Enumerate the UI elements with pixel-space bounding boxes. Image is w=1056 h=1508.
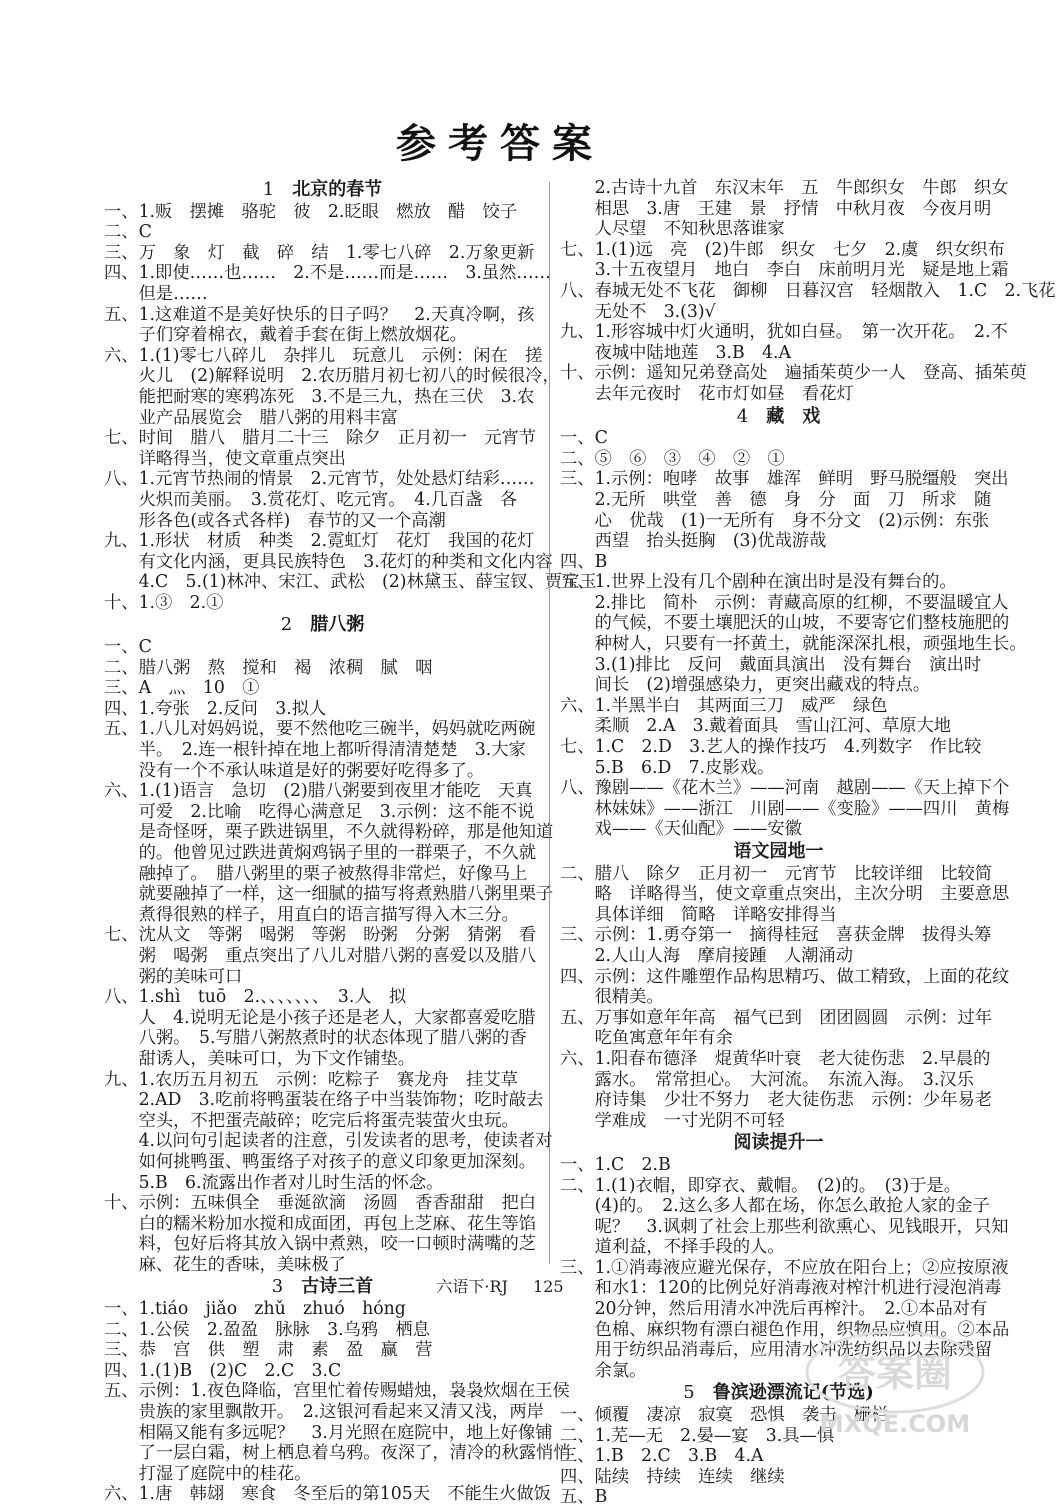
answer-line: 形各色(或各式各样) 春节的又一个高潮 [104,510,446,531]
answer-line: 二、⑤ ⑥ ③ ④ ② ① [560,448,785,469]
answer-line: 吃鱼寓意年年有余 [560,1028,733,1049]
answer-line: 5.B 6.流露出作者对儿时生活的怀念。 [104,1172,444,1193]
answer-line: 露水。 常常担心。 大河流。 东流入海。 3.汉乐 [560,1069,974,1090]
answer-line: 二、腊八 除夕 正月初一 元宵节 比较详细 比较简 [560,863,993,884]
answer-line: (4)的。 2.这么多人都在场，你怎么敢抢人家的金子 [560,1196,990,1217]
answer-line: 呢？ 3.讽刺了社会上那些利欲熏心、见钱眼开，只知 [560,1216,1009,1237]
answer-line: 白的糯米粉加水搅和成面团，再包上芝麻、花生等馅 [104,1213,537,1234]
answer-line: 三、1.示例：咆哮 故事 雄浑 鲜明 野马脱缰般 突出 [560,469,1009,490]
answer-line: 去年元夜时 花市灯如昼 看花灯 [560,383,854,404]
answer-line: 五、1.这难道不是美好快乐的日子吗？ 2.天真冷啊，孩 [104,304,535,325]
answer-line: 八、豫剧——《花木兰》——河南 越剧——《天上掉下个 [560,778,1010,799]
answer-line: 八、1.元宵节热闹的情景 2.元宵节，处处悬灯结彩…… [104,469,535,490]
answer-line: 五、万事如意年年高 福气已到 团团圆圆 示例：过年 [560,1007,993,1028]
answer-line: 贵族的家里飘散开。 2.这银河看起来又清又浅，两岸 [104,1402,544,1423]
answer-line: 间长 (2)增强感染力，更突出藏戏的特点。 [560,675,931,696]
answer-line: 九、1.农历五月初五 示例：吃粽子 赛龙舟 挂艾草 [104,1069,518,1090]
section-title-text: 古诗三首 [301,1276,374,1298]
page-title: 参考答案 [396,120,604,167]
answer-line: 详略得当，使文章重点突出 [104,448,346,469]
answer-line: 十、1.③ 2.① [104,592,224,613]
answer-line: 八粥。 5.写腊八粥熬煮时的状态体现了腊八粥的香 [104,1028,527,1049]
answer-line: 十、示例：五味俱全 垂涎欲滴 汤圆 香香甜甜 把白 [104,1193,537,1214]
answer-line: 火儿 (2)解释说明 2.农历腊月初七初八的时候很冷， [104,366,560,387]
answer-line: 一、C [104,637,152,658]
section-title-text: 腊八粥 [310,614,365,636]
answer-line: 三、恭 宫 供 塑 肃 素 盈 赢 营 [104,1340,433,1361]
section-title-text: 北京的春节 [292,179,383,200]
answer-line: 六、1.(1)语言 急切 (2)腊八粥要到夜里才能吃 天真 [104,781,533,802]
answer-line: 二、1.芜—无 2.晏—宴 3.具—惧 [560,1425,835,1446]
answer-line: 如何挑鸭蛋、鸭蛋络子对孩子的意义印象更加深刻。 [104,1151,537,1172]
answer-column-right [560,178,1056,1508]
section-title-text: 鲁滨逊漂流记(节选) [712,1382,874,1404]
answer-line: 一、C [560,428,608,449]
answer-line: 20分钟，然后用清水冲洗后再榨汁。 2.①本品对有 [560,1299,988,1320]
answer-line: 一、倾覆 凄凉 寂寞 恐惧 袭击 栅栏 [560,1405,889,1426]
answer-line: 空头，不把蛋壳敲碎；吃完后将蛋壳装萤火虫玩。 [104,1110,519,1131]
answer-line: 三、万 象 灯 截 碎 结 1.零七八碎 2.万象更新 [104,242,535,263]
answer-line: 西望 抬头挺胸 (3)优哉游哉 [560,531,827,552]
answer-line: 学难成 一寸光阴不可轻 [560,1110,785,1131]
answer-line: 4.C 5.(1)林冲、宋江、武松 (2)林黛玉、薛宝钗、贾宝玉 [104,572,597,593]
watermark-logo [800,1320,990,1440]
section-title-text: 语文园地一 [733,841,824,862]
answer-line: 二、1.公侯 2.盈盈 脉脉 3.乌鸦 栖息 [104,1319,430,1340]
answer-line: 二、腊八粥 熬 搅和 褐 浓稠 腻 咽 [104,657,433,678]
answer-line: 道利益，不择手段的人。 [560,1237,785,1258]
answer-line: 2.AD 3.吃前将鸭蛋装在络子中当装饰物；吃时敲去 [104,1090,544,1111]
book-label: 六语下·RJ [436,1277,508,1296]
answer-line: 可爱 2.比喻 吃得心满意足 3.示例：这不能不说 [104,801,535,822]
answer-line: 2.人山人海 摩肩接踵 人潮涌动 [560,945,853,966]
page-number: 125 [533,1277,564,1296]
answer-line: 2.排比 简朴 示例：青藏高原的红柳，不要温暖宜人 [560,592,1009,613]
answer-line: 六、1.唐 韩翃 寒食 冬至后的第105天 不能生火做饭 [104,1484,551,1505]
section-title-text: 阅读提升一 [733,1132,824,1154]
answer-line: 用于纺织品消毒后，应用清水冲洗纺织品以去除残留 [560,1340,993,1361]
section-heading [104,615,541,636]
answer-line: 一、1.C 2.B [560,1154,671,1175]
answer-line: 林妹妹》——浙江 川剧——《变脸》——四川 黄梅 [560,798,1010,819]
answer-line: 4.以问句引起读者的注意，引发读者的思考，使读者对 [104,1131,553,1152]
answer-line: 有文化内涵，更具民族特色 3.花灯的种类和文化内容 [104,551,553,572]
answer-line: 三、示例：1.勇夺第一 摘得桂冠 喜获金牌 拔得头筹 [560,925,992,946]
watermark-site: MXQE.COM [819,1410,971,1438]
answer-line: 粥的美味可口 [104,966,243,987]
answer-line: 心 优哉 (1)一无所有 身不分文 (2)示例：东张 [560,510,990,531]
answer-line: 2.古诗十九首 东汉末年 五 牛郎织女 牛郎 织女 [560,178,1009,198]
answer-line: 没有一个不承认味道是好的粥要好吃得多了。 [104,760,485,781]
answer-line: 六、1.阳春布德泽 焜黄华叶衰 老大徒伤悲 2.早晨的 [560,1048,991,1069]
answer-line: 半。 2.连一根针掉在地上都听得清清楚楚 3.大家 [104,740,526,761]
answer-line: 人尽望 不知秋思落谁家 [560,219,785,240]
section-heading [104,180,541,201]
answer-line: 八、春城无处不飞花 御柳 日暮汉宫 轻烟散入 1.C 2.飞花 [560,280,1056,301]
answer-line: 种树人，只要有一抔黄土，就能深深扎根，顽强地生长。 [560,634,1027,655]
answer-line: 六、1.(1)零七八碎儿 杂拌儿 玩意儿 示例：闲在 搓 [104,345,543,366]
answer-line: 麻、花生的香味，美味极了 [104,1254,346,1275]
answer-line: 煮得很熟的样子，用直白的语言描写得入木三分。 [104,904,519,925]
answer-line: 和水1：120的比例兑好消毒液对榨汁机进行浸泡消毒 [560,1278,1002,1299]
section-heading [560,407,997,428]
answer-line: 五、示例：1.夜色降临，宫里忙着传赐蜡烛，袅袅炊烟在王侯 [104,1381,570,1402]
answer-line: 七、沈从文 等粥 喝粥 等粥 盼粥 分粥 猜粥 看 [104,925,537,946]
answer-line: 七、1.C 2.D 3.艺人的操作技巧 4.列数字 作比较 [560,737,982,758]
section-heading [560,1133,997,1154]
answer-line: 十、示例：遥知兄弟登高处 遍插茱萸少一人 登高、插茱萸 [560,363,1027,384]
answer-line: 5.B 6.D 7.皮影戏。 [560,757,775,778]
answer-line: 是奇怪呀，栗子跌进锅里，不久就得粉碎，那是他知道 [104,822,554,843]
column-divider [549,182,550,1264]
answer-line: 七、时间 腊八 腊月二十三 除夕 正月初一 元宵节 [104,428,537,449]
answer-line: 三、A 灬 10 ① [104,678,260,699]
answer-line: 夜城中陆地莲 3.B 4.A [560,342,791,363]
answer-line: 略 详略得当，使文章重点突出，主次分明 主要意思 [560,884,1010,905]
answer-line: 融掉了。 腊八粥里的栗子被熬得非常烂，好像马上 [104,863,528,884]
answer-line: 的气候，不要土壤肥沃的山坡，不要寄它们整枝施肥的 [560,613,1010,634]
answer-line: 相思 3.唐 王建 景 抒情 中秋月夜 今夜月明 [560,198,992,219]
answer-line: 四、1.即使……也…… 2.不是……而是…… 3.虽然…… [104,263,551,284]
answer-line: 戏——《天仙配》——安徽 [560,819,802,840]
section-number: 1 [262,179,275,200]
answer-line: 六、1.半黑半白 其两面三刀 威严 绿色 [560,695,888,716]
answer-line: 四、陆续 持续 连续 继续 [560,1466,785,1487]
answer-line: 甜诱人，美味可口，为下文作铺垫。 [104,1048,416,1069]
answer-line: 五、1.世界上没有几个剧种在演出时是没有舞台的。 [560,572,957,593]
answer-line: 柔顺 2.A 3.戴着面具 雪山江河、草原大地 [560,716,952,737]
answer-line: 业产品展览会 腊八粥的用料丰富 [104,407,398,428]
answer-line: 三、1.①消毒液应避光保存，不应放在阳台上；②应按原液 [560,1257,1009,1278]
answer-line: 很精美。 [560,987,664,1008]
section-number: 3 [271,1276,284,1298]
answer-line: 四、1.(1)B (2)C 2.C 3.C [104,1360,342,1381]
answer-line: 料，包好后将其放入锅中煮熟，咬一口顿时满嘴的芝 [104,1234,537,1255]
answer-line: 九、1.形容城中灯火通明，犹如白昼。 第一次开花。 2.不 [560,322,1008,343]
answer-line: 人 4.说明无论是小孩子还是老人，大家都喜爱吃腊 [104,1007,536,1028]
section-heading [560,842,997,863]
answer-line: 四、示例：这件雕塑作品构思精巧、做工精致，上面的花纹 [560,966,1010,987]
answer-line: 无处不 3.(3)√ [560,301,716,322]
answer-line: 四、B [560,551,608,572]
section-title-text: 藏 戏 [766,405,821,427]
answer-line: 二、1.(1)衣帽，即穿衣、戴帽。 (2)的。 (3)于是。 [560,1175,961,1196]
answer-line: 三、1.B 2.C 3.B 4.A [560,1446,764,1467]
answer-line: 打湿了庭院中的桂花。 [104,1463,312,1484]
answer-line: 但是…… [104,283,208,304]
answer-line: 府诗集 少壮不努力 老大徒伤悲 示例：少年易老 [560,1090,993,1111]
answer-line: 3.十五夜望月 地白 李白 床前明月光 疑是地上霜 [560,260,1009,281]
answer-line: 就要融掉了一样，这一细腻的描写将煮熟腊八粥里栗子 [104,884,554,905]
answer-line: 具体详细 简略 详略安排得当 [560,904,837,925]
answer-line: 粥 喝粥 重点突出了八儿对腊八粥的喜爱以及腊八 [104,945,537,966]
answer-line: 2.无所 哄堂 善 德 身 分 面 刀 所求 随 [560,489,992,510]
section-number: 5 [683,1382,695,1404]
answer-line: 子们穿着棉衣，戴着手套在街上燃放烟花。 [104,325,467,346]
answer-line: 九、1.形状 材质 种类 2.霓虹灯 花灯 我国的花灯 [104,531,535,552]
answer-line: 能把耐寒的寒鸦冻死 3.不是三九，热在三伏 3.农 [104,386,535,407]
section-number: 2 [280,614,293,636]
answer-line: 了一层白霜，树上栖息着乌鸦。夜深了，清冷的秋露悄悄 [104,1443,571,1464]
answer-line: 相隔又能有多远呢？ 3.月光照在庭院中，地上好像铺 [104,1422,553,1443]
answer-line: 五、1.八儿对妈妈说，要不然他吃三碗半，妈妈就吃两碗 [104,719,536,740]
answer-line: 五、B [560,1487,608,1508]
answer-line: 一、1.贩 摆摊 骆驼 彼 2.眨眼 燃放 醋 饺子 [104,201,518,222]
section-number: 4 [736,405,749,427]
answer-line: 八、1.shì tuō 2.、、、、、、、 3.人 拟 [104,987,407,1008]
answer-line: 的。他曾见过跌进黄焖鸡锅子里的一群栗子，不久就 [104,843,537,863]
answer-line: 余氯。 [560,1360,647,1381]
answer-line: 色棉、麻织物有漂白褪色作用，织物品应慎用。②本品 [560,1319,1010,1340]
answer-line: 四、1.夸张 2.反问 3.拟人 [104,698,327,719]
page-footer [0,1274,1000,1297]
answer-line: 3.(1)排比 反问 戴面具演出 没有舞台 演出时 [560,654,982,675]
answer-line: 火炽而美丽。 3.赏花灯、吃元宵。 4.几百盏 各 [104,489,518,510]
answer-line: 七、1.(1)远 亮 (2)牛郎 织女 七夕 2.虞 织女织布 [560,239,1005,260]
watermark-text: 答案圈 [837,1351,953,1395]
answer-line: 一、1.tiáo jiǎo zhǔ zhuó hóng [104,1299,406,1320]
answer-line: 二、C [104,222,152,243]
